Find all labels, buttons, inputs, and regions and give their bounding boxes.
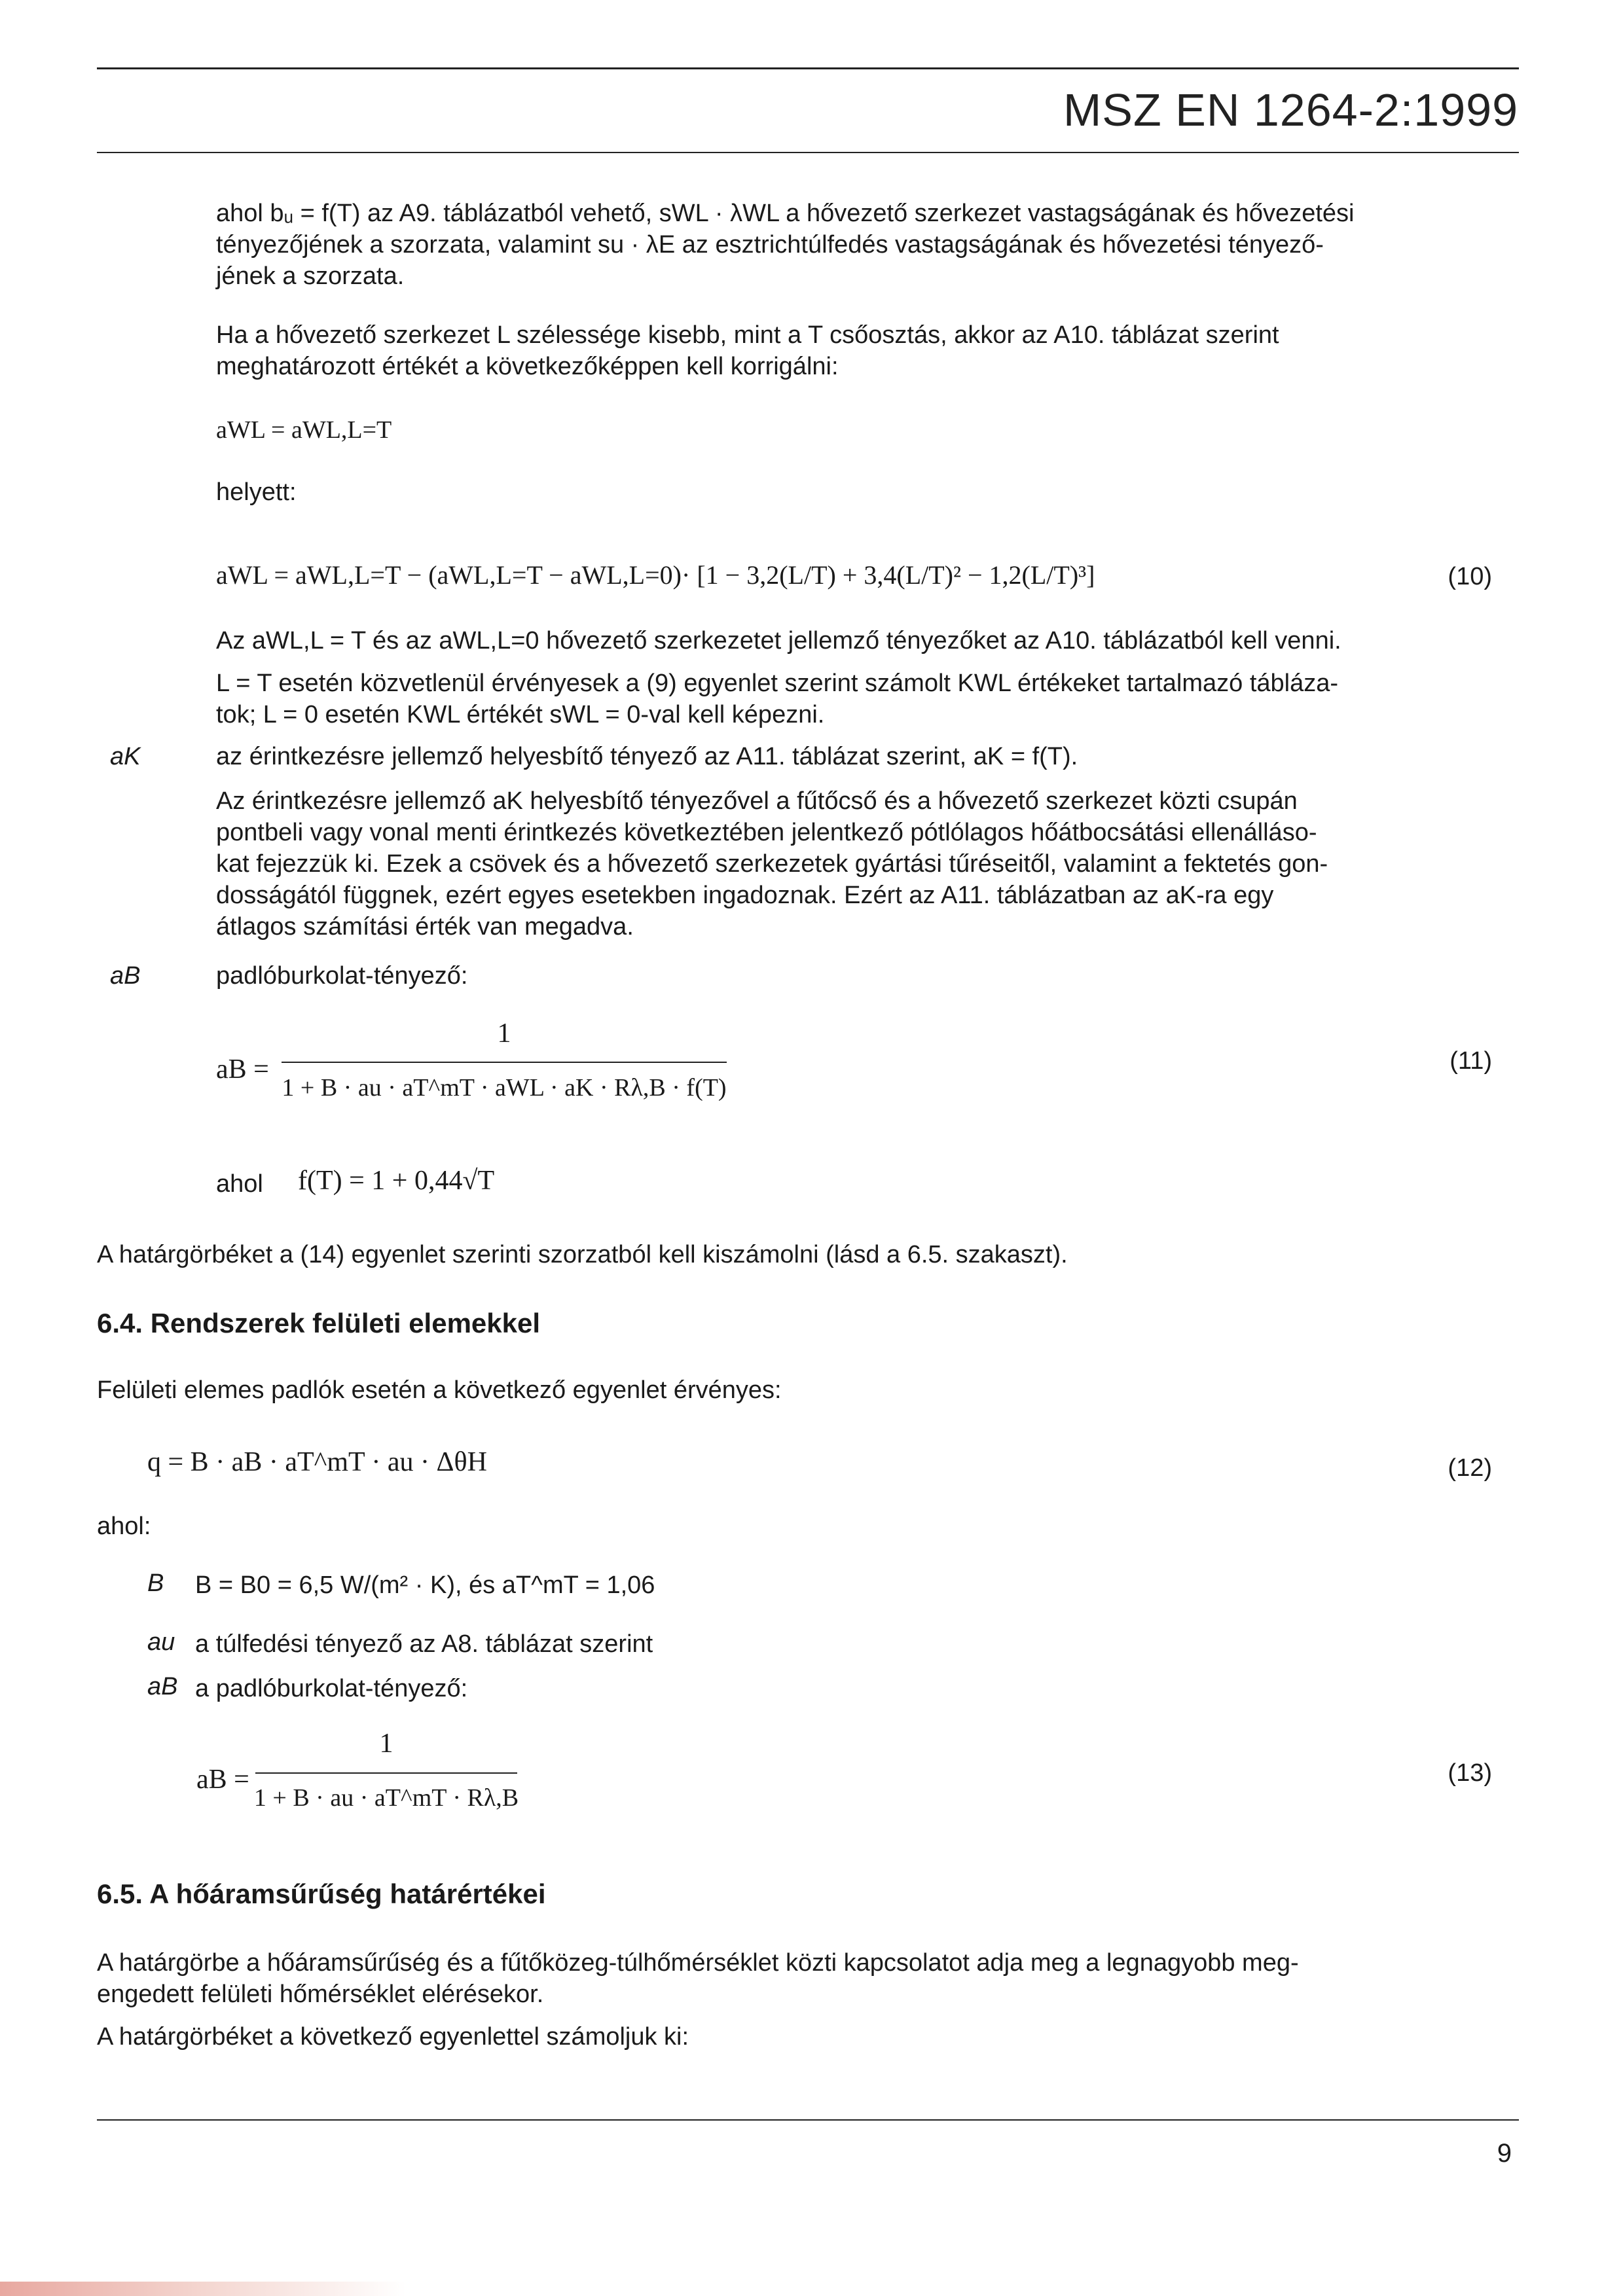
equation-12-number: (12)	[1448, 1454, 1492, 1482]
paragraph-surface-floors: Felületi elemes padlók esetén a következő egyenlet érvényes:	[97, 1376, 782, 1404]
equation-11-number: (11)	[1450, 1047, 1492, 1075]
equation-13-denominator: 1 + B · au · aT^mT · Rλ,B	[253, 1784, 519, 1812]
page-number: 9	[1497, 2139, 1512, 2168]
ab-definition: padlóburkolat-tényező:	[216, 962, 468, 990]
equation-10-number: (10)	[1448, 563, 1492, 590]
paragraph-boundary-curves: A határgörbéket a (14) egyenlet szerinti szorzatból kell kiszámolni (lásd a 6.5. szakaszt).	[97, 1241, 1068, 1268]
document-standard-title: MSZ EN 1264-2:1999	[1063, 84, 1518, 135]
text-line: kat fejezzük ki. Ezek a csövek és a hővezető szerkezetek gyártási tűréseitől, valamint a fektetés gon-	[216, 850, 1328, 878]
equation-awl-simple: aWL = aWL,L=T	[216, 416, 392, 444]
definition-b: B = B0 = 6,5 W/(m² · K), és aT^mT = 1,06	[195, 1571, 655, 1599]
text-line: engedett felületi hőmérséklet elérésekor.	[97, 1981, 544, 2008]
equation-11-where-label: ahol	[216, 1170, 263, 1198]
section-6-5-heading: 6.5. A hőáramsűrűség határértékei	[97, 1878, 546, 1909]
symbol-ab: aB	[110, 962, 141, 990]
text-line: A határgörbe a hőáramsűrűség és a fűtőközeg-túlhőmérséklet közti kapcsolatot adja meg a legnagyobb meg-	[97, 1949, 1299, 1977]
symbol-b: B	[147, 1570, 164, 1597]
definition-ab-2: a padlóburkolat-tényező:	[195, 1675, 468, 1702]
scan-edge-mark	[0, 2282, 406, 2296]
paragraph-boundary-curve-definition	[97, 1947, 1519, 2010]
text-line: pontbeli vagy vonal menti érintkezés következtében jelentkező pótlólagos hőátbocsátási ellenálláso-	[216, 819, 1317, 846]
text-line: Az érintkezésre jellemző aK helyesbítő tényezővel a fűtőcső és a hővezető szerkezet közti csupán	[216, 787, 1298, 815]
text-line: Ha a hővezető szerkezet L szélessége kisebb, mint a T csőosztás, akkor az A10. táblázat szerint	[216, 321, 1279, 349]
equation-11-fraction-bar	[282, 1062, 727, 1063]
symbol-ak: aK	[110, 743, 141, 770]
text-line: ahol bᵤ = f(T) az A9. táblázatból vehető, sWL · λWL a hővezető szerkezet vastagságának és hővezetési	[216, 200, 1355, 227]
paragraph-kwl	[216, 668, 1519, 730]
equation-10: aWL = aWL,L=T − (aWL,L=T − aWL,L=0)· [1 − 3,2(L/T) + 3,4(L/T)² − 1,2(L/T)³]	[216, 560, 1095, 590]
text-line: meghatározott értékét a következőképpen kell korrigálni:	[216, 353, 839, 380]
header-bottom-rule	[97, 152, 1519, 153]
equation-13-numerator: 1	[379, 1729, 393, 1759]
equation-13-number: (13)	[1448, 1759, 1492, 1787]
ak-definition: az érintkezésre jellemző helyesbítő tényező az A11. táblázat szerint, aK = f(T).	[216, 743, 1078, 770]
equation-11-where-formula: f(T) = 1 + 0,44√T	[298, 1166, 495, 1196]
header-top-rule	[97, 67, 1519, 69]
text-line: tok; L = 0 esetén KWL értékét sWL = 0-val kell képezni.	[216, 701, 825, 728]
definition-au: a túlfedési tényező az A8. táblázat szerint	[195, 1630, 653, 1658]
symbol-ab-2: aB	[147, 1673, 178, 1700]
equation-11-lhs: aB =	[216, 1054, 269, 1085]
footer-rule	[97, 2119, 1519, 2121]
equation-11-denominator: 1 + B · au · aT^mT · aWL · aK · Rλ,B · f(T)	[282, 1074, 727, 1102]
paragraph-awl-factors: Az aWL,L = T és az aWL,L=0 hővezető szerkezetet jellemző tényezőket az A10. táblázatból kell venni.	[216, 627, 1341, 655]
paragraph-ak-explanation	[216, 785, 1519, 942]
equation-11-numerator: 1	[497, 1018, 511, 1049]
text-line: átlagos számítási érték van megadva.	[216, 913, 634, 941]
equation-13-fraction-bar	[255, 1772, 517, 1774]
helyett-label: helyett:	[216, 478, 297, 506]
paragraph-boundary-curve-equation-intro: A határgörbéket a következő egyenlettel számoljuk ki:	[97, 2023, 689, 2051]
text-line: L = T esetén közvetlenül érvényesek a (9) egyenlet szerint számolt KWL értékeket tartalmazó tábláza-	[216, 670, 1339, 697]
text-line: dosságától függnek, ezért egyes esetekben ingadoznak. Ezért az A11. táblázatban az aK-ra egy	[216, 882, 1274, 909]
text-line: jének a szorzata.	[216, 262, 405, 290]
paragraph-correction-intro	[216, 319, 1519, 382]
section-6-4-heading: 6.4. Rendszerek felületi elemekkel	[97, 1308, 541, 1338]
equation-12: q = B · aB · aT^mT · au · ΔθH	[147, 1447, 487, 1477]
paragraph-bu-definition	[216, 198, 1519, 292]
text-line: tényezőjének a szorzata, valamint su · λE az esztrichtúlfedés vastagságának és hővezetési tényező-	[216, 231, 1324, 259]
equation-13-lhs: aB =	[196, 1765, 249, 1795]
symbol-au: au	[147, 1628, 175, 1656]
ahol-label: ahol:	[97, 1513, 151, 1540]
